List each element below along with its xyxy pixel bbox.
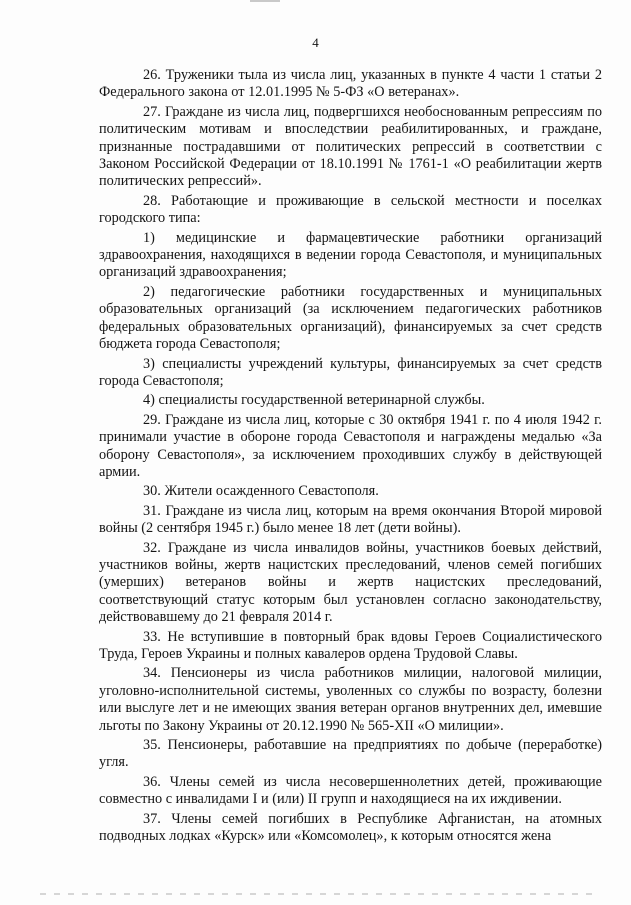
- scan-edge-marks: [40, 893, 600, 895]
- paragraph-28-item-3: 3) специалисты учреждений культуры, финансируемых за счет средств города Севастополя;: [99, 355, 602, 389]
- paragraph-28-item-4: 4) специалисты государственной ветеринарной службы.: [143, 392, 485, 409]
- paragraph-30: 30. Жители осажденного Севастополя.: [143, 483, 379, 500]
- paragraph-26: 26. Труженики тыла из числа лиц, указанных в пункте 4 части 1 статьи 2 Федерального закона от 12.01.1995 № 5-ФЗ «О ветеранах».: [99, 67, 602, 101]
- scan-mark: [250, 0, 280, 2]
- paragraph-27: 27. Граждане из числа лиц, подвергшихся необоснованным репрессиям по политическим мотивам и впоследствии реабилитированных, и граждане, признанные пострадавшими от политических репрессий в соответствии с Законом Российской Федерации от 18.10.1991 № 1761-1 «О реабилитации жертв политических репрессий».: [99, 103, 602, 190]
- document-body: [99, 67, 602, 845]
- paragraph-28: 28. Работающие и проживающие в сельской местности и поселках городского типа:: [99, 192, 602, 227]
- paragraph-35: 35. Пенсионеры, работавшие на предприятиях по добыче (переработке) угля.: [99, 737, 602, 771]
- paragraph-31: 31. Граждане из числа лиц, которым на время окончания Второй мировой войны (2 сентября 1945 г.) было менее 18 лет (дети войны).: [99, 502, 602, 537]
- paragraph-32: 32. Граждане из числа инвалидов войны, участников боевых действий, участников войны, жертв нацистских преследований, членов семей погибших (умерших) ветеранов войны и жертв нацистских преследований, соответствующий статус которым был установлен согласно законодательству, действовавшему до 21 февраля 2014 г.: [99, 539, 602, 626]
- page-number: 4: [312, 35, 319, 50]
- paragraph-37: 37. Члены семей погибших в Республике Афганистан, на атомных подводных лодках «Курск» или «Комсомолец», к которым относятся жена: [99, 810, 602, 845]
- paragraph-33: 33. Не вступившие в повторный брак вдовы Героев Социалистического Труда, Героев Украины и полных кавалеров ордена Трудовой Славы.: [99, 628, 602, 662]
- paragraph-28-item-1: 1) медицинские и фармацевтические работники организаций здравоохранения, находящихся в ведении города Севастополя, и муниципальных организаций здравоохранения;: [99, 229, 602, 281]
- paragraph-36: 36. Члены семей из числа несовершеннолетних детей, проживающие совместно с инвалидами I и (или) II групп и находящиеся на их иждивении.: [99, 773, 602, 808]
- paragraph-34: 34. Пенсионеры из числа работников милиции, налоговой милиции, уголовно-исполнительной системы, уволенных со службы по возрасту, болезни или выслуге лет и не имеющих звания ветеран органов внутренних дел, имевшие льготы по Закону Украины от 20.12.1990 № 565-XII «О милиции».: [99, 665, 602, 734]
- paragraph-28-item-2: 2) педагогические работники государственных и муниципальных образовательных организаций (за исключением педагогических работников федеральных образовательных организаций), финансируемых за счет средств бюджета города Севастополя;: [99, 283, 602, 353]
- paragraph-29: 29. Граждане из числа лиц, которые с 30 октября 1941 г. по 4 июля 1942 г. принимали участие в обороне города Севастополя и награждены медалью «За оборону Севастополя», за исключением проходивших службу в действующей армии.: [99, 411, 602, 480]
